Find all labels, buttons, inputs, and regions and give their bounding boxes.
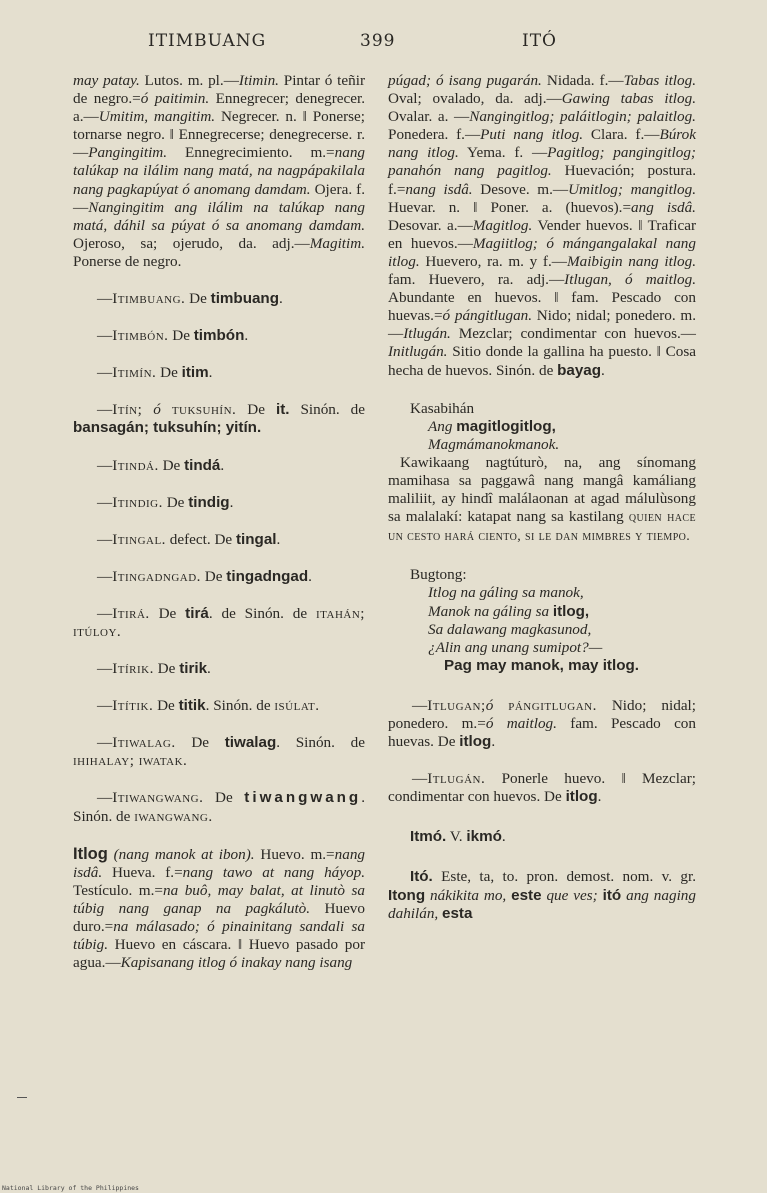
entry-itin: —Itín; ó tuksuhín. De it. Sinón. de bansagán; tuksuhín; yitín.: [73, 401, 365, 437]
bugtong-line-1: Itlog na gáling sa manok,: [428, 584, 584, 602]
entry-itim-continuation: may patay. Lutos. m. pl.—Itimin. Pintar ó teñir de negro.=ó paitimin. Ennegrecer; denegrecer. a.—Umitim, mangitim. Negrecer. n. ‖ Ponerse; tornarse negro. ‖ Ennegrecerse; denegrecerse. r.—Pangingitim. Ennegrecimiento. m.=nang talúkap na ilálim nang matá, na nagpápakilala nang pagkapúyat ó anomang damdam. Ojera. f.—Nangingitim ang ilálim na talúkap nang matá, dáhil sa púyat ó sa anomang damdam. Ojeroso, sa; ojerudo, da. adj.—Magitim. Ponerse de negro.: [73, 72, 365, 270]
entry-itingadngad: —Itingadngad. De tingadngad.: [97, 567, 312, 585]
entry-itiwangwang: —Itiwangwang. De tiwangwang. Sinón. de iwangwang.: [73, 789, 365, 825]
bugtong-block: [388, 566, 696, 675]
bugtong-label: Bugtong:: [410, 566, 467, 584]
entry-itingal: —Itingal. defect. De tingal.: [97, 530, 281, 548]
entry-itinda: —Itindá. De tindá.: [97, 456, 225, 474]
right-column: [388, 72, 696, 923]
entry-ititik: —Itítik. De titik. Sinón. de isúlat.: [97, 697, 320, 715]
library-footer: National Library of the Philippines: [2, 1184, 139, 1192]
entry-itimbon: —Itimbón. De timbón.: [97, 327, 249, 345]
entry-itlog-continuation: púgad; ó isang pugarán. Nidada. f.—Tabas itlog. Oval; ovalado, da. adj.—Gawing tabas itlog. Ovalar. a. —Nangingitlog; paláitlogin; palaitlog. Ponedera. f.—Puti nang itlog. Clara. f.—Búrok nang itlog. Yema. f. —Pagitlog; pangingitlog; panahón nang pagitlog. Huevación; postura. f.=nang isdâ. Desove. m.—Umitlog; mangitlog. Huevar. n. ‖ Poner. a. (huevos).=ang isdâ. Desovar. a.—Magitlog. Vender huevos. ‖ Traficar en huevos.—Magiitlog; ó mángangalakal nang itlog. Huevero, ra. m. y f.—Maibigin nang itlog. fam. Huevero, ra. adj.—Itlugan, ó maitlog. Abundante en huevos. ‖ fam. Pescado con huevas.=ó pángitlugan. Nido; nidal; ponedero. m.—Itlugán. Mezclar; condimentar con huevos.—Initlugán. Sitio donde la gallina ha puesto. ‖ Cosa hecha de huevos. Sinón. de bayag.: [388, 72, 697, 379]
bugtong-line-2: Manok na gáling sa itlog,: [428, 602, 590, 620]
entry-itira: —Itirá. De tirá. de Sinón. de itahán; itúloy.: [73, 604, 365, 640]
entry-ito: Itó. Este, ta, to. pron. demost. nom. v. gr. Itong nákikita mo, este que ves; itó ang naging dahilán, esta: [388, 868, 696, 922]
entry-itlugan: —Itlugan;ó pángitlugan. Nido; nidal; ponedero. m.=ó maitlog. fam. Pescado con huevas. De itlog.: [388, 696, 696, 751]
bugtong-line-4: ¿Alin ang unang sumipot?—: [428, 638, 603, 656]
kasabihan-block: [388, 400, 696, 547]
entry-itindig: —Itindig. De tindig.: [97, 493, 234, 511]
header-right-guideword: ITÓ: [522, 31, 557, 51]
kasabihan-explanation: Kawikaang nagtúturò, na, ang sínomang mamihasa sa paggawâ nang mangâ kamáliang maliliit, ay hindî malálaonan at agad málulùsong sa malalakí: katapat nang sa kastilang quien hace un cesto hará ciento, si le dan mimbres y tiempo.: [388, 453, 697, 545]
page-number: 399: [360, 31, 396, 51]
left-column: [73, 72, 365, 972]
bugtong-answer: Pag may manok, may itlog.: [444, 656, 639, 674]
entry-itirik: —Itírik. De tirik.: [97, 660, 211, 678]
entry-itlugan-accented: —Itlugán. Ponerle huevo. ‖ Mezclar; condimentar con huevos. De itlog.: [388, 770, 696, 806]
entry-itmo: Itmó. V. ikmó.: [410, 828, 506, 846]
entry-itimin: —Itimín. De itim.: [97, 364, 213, 382]
entry-itlog: Itlog (nang manok at ibon). Huevo. m.=nang isdâ. Hueva. f.=nang tawo at nang háyop. Testículo. m.=na buô, may balat, at linutò sa túbig nang ganap na pagkálutò. Huevo duro.=na málasado; ó pinainitang sandali sa túbig. Huevo en cáscara. ‖ Huevo pasado por agua.—Kapisanang itlog ó inakay nang isang: [73, 844, 366, 972]
bugtong-line-3: Sa dalawang magkasunod,: [428, 620, 592, 638]
entry-itimbuang: —Itimbuang. De timbuang.: [97, 290, 283, 308]
kasabihan-line-1: Ang magitlogitlog,: [428, 417, 556, 435]
margin-mark: [17, 1097, 27, 1098]
entry-itiwalag: —Itiwalag. De tiwalag. Sinón. de ihihalay; iwatak.: [73, 734, 365, 770]
header-left-guideword: ITIMBUANG: [148, 31, 267, 51]
kasabihan-line-2: Magmámanokmanok.: [428, 435, 560, 453]
kasabihan-label: Kasabihán: [410, 399, 475, 417]
